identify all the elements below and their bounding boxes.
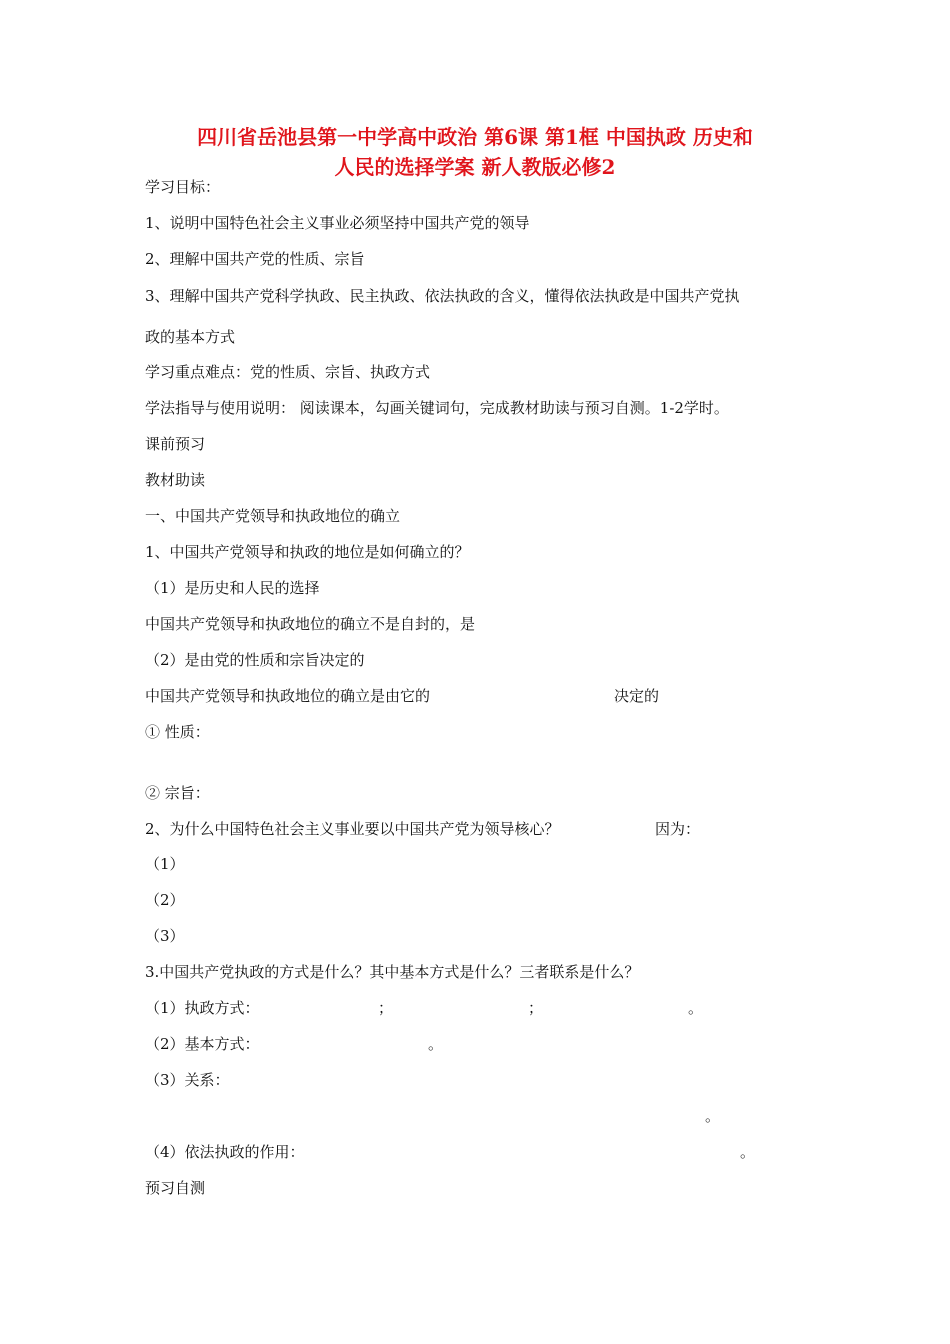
document-title-line-1: 四川省岳池县第一中学高中政治 第6课 第1框 中国执政 历史和: [197, 125, 753, 149]
question-1-part-a-text: 中国共产党领导和执政地位的确立不是自封的，是: [145, 615, 476, 633]
purpose-label: ② 宗旨：: [145, 784, 210, 802]
question-3-part-2-end: 。: [428, 1035, 444, 1053]
question-3-part-1-separator-1: ；: [378, 999, 394, 1017]
section-1-heading: 一、中国共产党领导和执政地位的确立: [145, 507, 401, 525]
question-3-part-3-end: 。: [705, 1107, 721, 1125]
question-1-part-b-end: 决定的: [614, 687, 660, 705]
key-points: 学习重点难点：党的性质、宗旨、执政方式: [145, 363, 431, 381]
document-title-line-2: 人民的选择学案 新人教版必修2: [334, 155, 616, 179]
question-3-part-1-separator-2: ；: [528, 999, 544, 1017]
self-test-heading: 预习自测: [145, 1179, 206, 1197]
objective-item-1: 1、说明中国特色社会主义事业必须坚持中国共产党的领导: [145, 214, 530, 232]
pre-study-heading: 课前预习: [145, 435, 206, 453]
question-1: 1、中国共产党领导和执政的地位是如何确立的？: [145, 543, 470, 561]
question-3-part-4: （4）依法执政的作用：: [145, 1143, 305, 1161]
objectives-heading: 学习目标：: [145, 178, 221, 196]
question-2-item-2: （2）: [145, 891, 185, 909]
question-3-part-4-end: 。: [740, 1143, 756, 1161]
question-3-part-3: （3）关系：: [145, 1071, 230, 1089]
question-2: 2、为什么中国特色社会主义事业要以中国共产党为领导核心？: [145, 820, 560, 838]
question-3-part-2: （2）基本方式：: [145, 1035, 260, 1053]
question-3-part-1: （1）执政方式：: [145, 999, 260, 1017]
objective-item-3-continued: 政的基本方式: [145, 328, 236, 346]
objective-item-2: 2、理解中国共产党的性质、宗旨: [145, 250, 365, 268]
question-1-part-b-text: 中国共产党领导和执政地位的确立是由它的: [145, 687, 431, 705]
question-2-because: 因为：: [655, 820, 701, 838]
reading-aid-heading: 教材助读: [145, 471, 206, 489]
question-2-item-1: （1）: [145, 855, 185, 873]
question-3-part-1-end: 。: [688, 999, 704, 1017]
study-guide: 学法指导与使用说明： 阅读课本，勾画关键词句，完成教材助读与预习自测。1-2学时。: [145, 399, 729, 417]
question-2-item-3: （3）: [145, 927, 185, 945]
question-3: 3.中国共产党执政的方式是什么？其中基本方式是什么？三者联系是什么？: [145, 963, 640, 981]
question-1-part-b: （2）是由党的性质和宗旨决定的: [145, 651, 365, 669]
nature-label: ① 性质：: [145, 723, 210, 741]
objective-item-3: 3、理解中国共产党科学执政、民主执政、依法执政的含义，懂得依法执政是中国共产党执: [145, 287, 740, 305]
question-1-part-a: （1）是历史和人民的选择: [145, 579, 320, 597]
